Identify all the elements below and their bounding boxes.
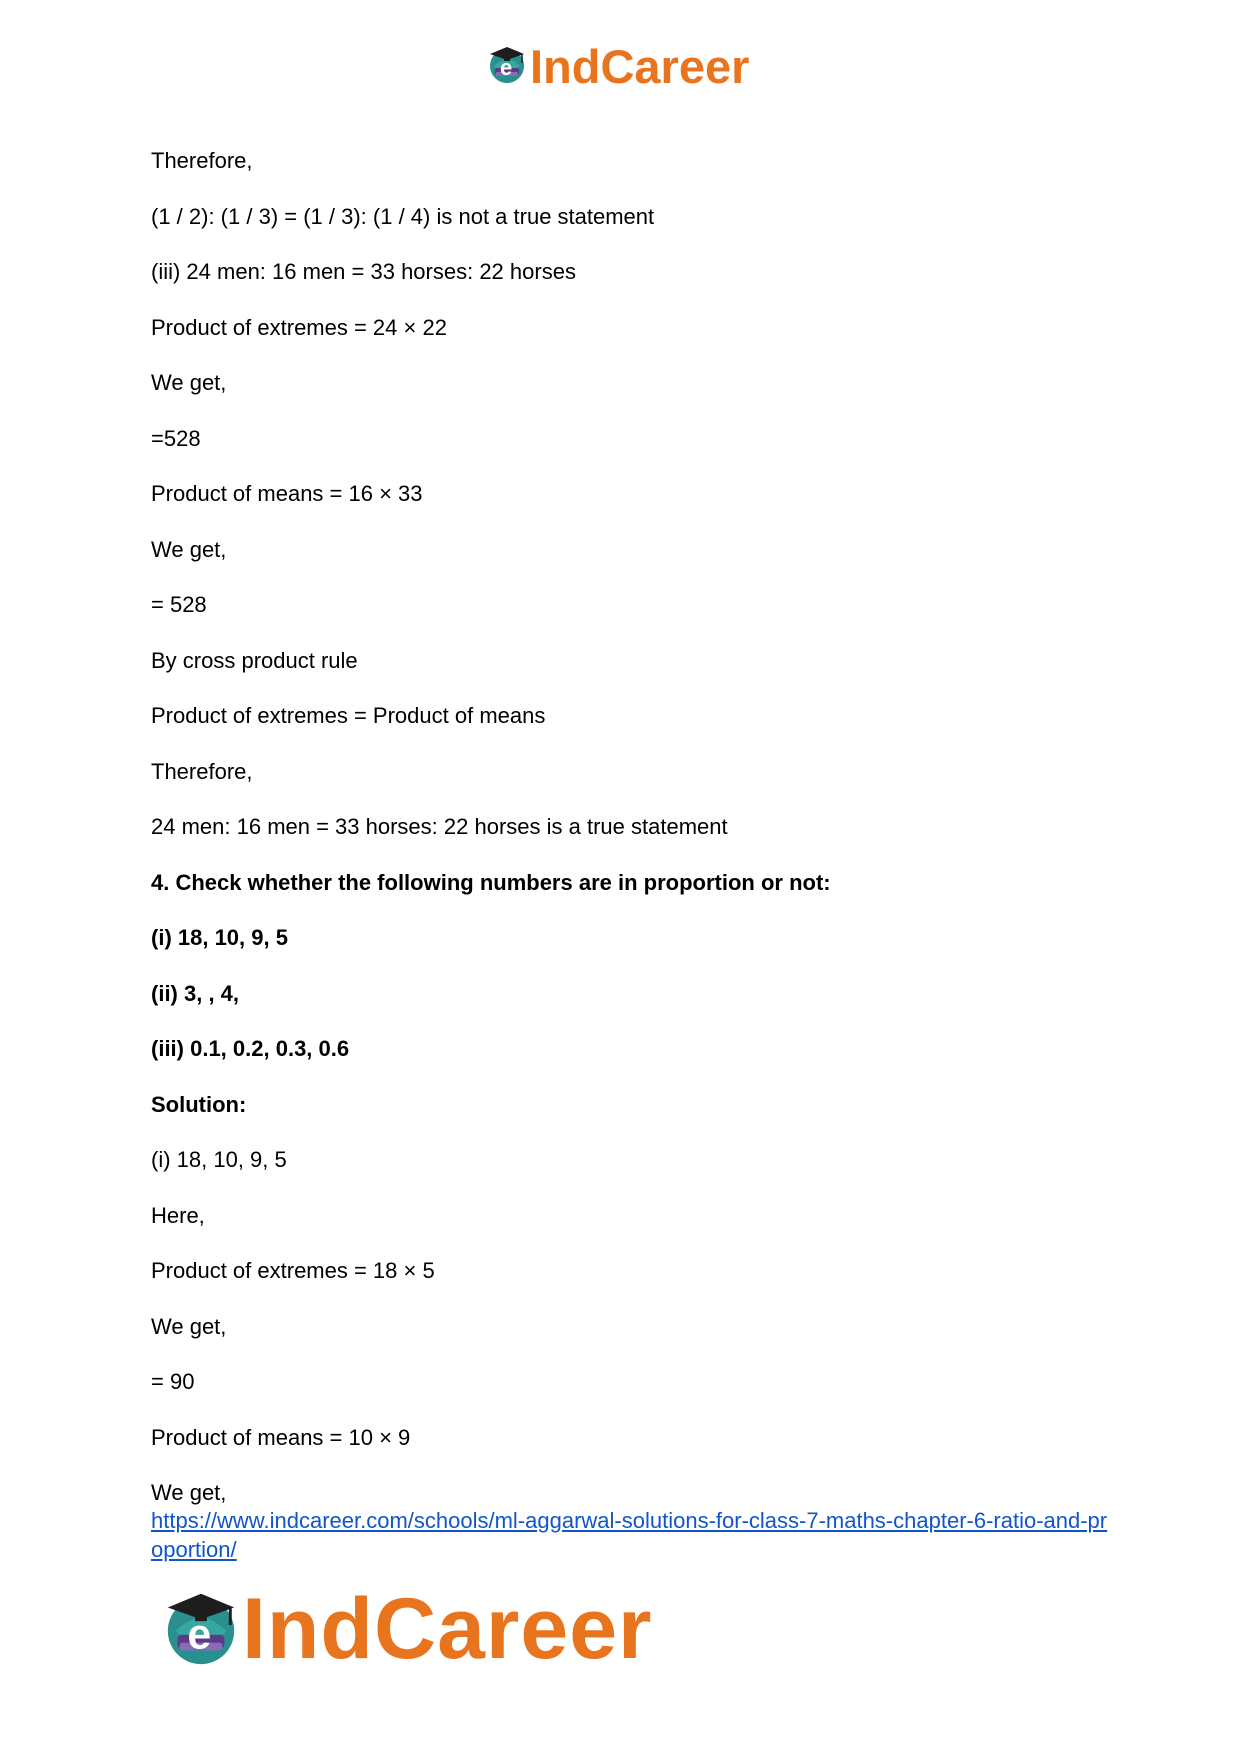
question-part: (i) 18, 10, 9, 5 [151,925,288,950]
header-logo [486,40,749,92]
text-line: Product of extremes = Product of means [151,703,546,728]
document-body [151,148,1111,1564]
text-line: =528 [151,425,201,451]
text-line: We get, [151,370,227,395]
text-line: 24 men: 16 men = 33 horses: 22 horses is a true statement [151,814,728,839]
question-part: (ii) 3, , 4, [151,980,240,1006]
footer-logo-text: IndCareer [242,1581,653,1677]
svg-text:e: e [187,1609,212,1658]
text-line: We get, [151,1480,227,1505]
source-link-container [151,1506,1111,1564]
text-line: Here, [151,1202,205,1228]
graduation-globe-icon [486,43,528,90]
text-line: Product of means = 16 × 33 [151,481,423,506]
source-link[interactable]: https://www.indcareer.com/schools/ml-aggarwal-solutions-for-class-7-maths-chapter-6-ratio-and-proportion/ [151,1508,1108,1562]
text-line: (1 / 2): (1 / 3) = (1 / 3): (1 / 4) is not a true statement [151,203,655,229]
text-line: Product of extremes = 24 × 22 [151,314,447,340]
text-line: We get, [151,1313,227,1339]
header-logo-text: IndCareer [530,39,750,93]
text-line: Therefore, [151,758,253,784]
text-line: (iii) 24 men: 16 men = 33 horses: 22 horses [151,259,576,284]
text-line: Product of means = 10 × 9 [151,1424,411,1450]
text-line: We get, [151,536,227,562]
text-line: Therefore, [151,148,253,173]
solution-heading: Solution: [151,1091,247,1117]
text-line: By cross product rule [151,647,358,673]
text-line: (i) 18, 10, 9, 5 [151,1147,287,1172]
question-part: (iii) 0.1, 0.2, 0.3, 0.6 [151,1036,350,1061]
svg-text:e: e [500,54,513,80]
graduation-globe-icon [160,1586,242,1673]
text-line: Product of extremes = 18 × 5 [151,1258,435,1283]
text-line: = 90 [151,1369,195,1394]
text-line: = 528 [151,592,207,617]
footer-logo [160,1581,653,1677]
question-heading: 4. Check whether the following numbers are in proportion or not: [151,869,831,895]
